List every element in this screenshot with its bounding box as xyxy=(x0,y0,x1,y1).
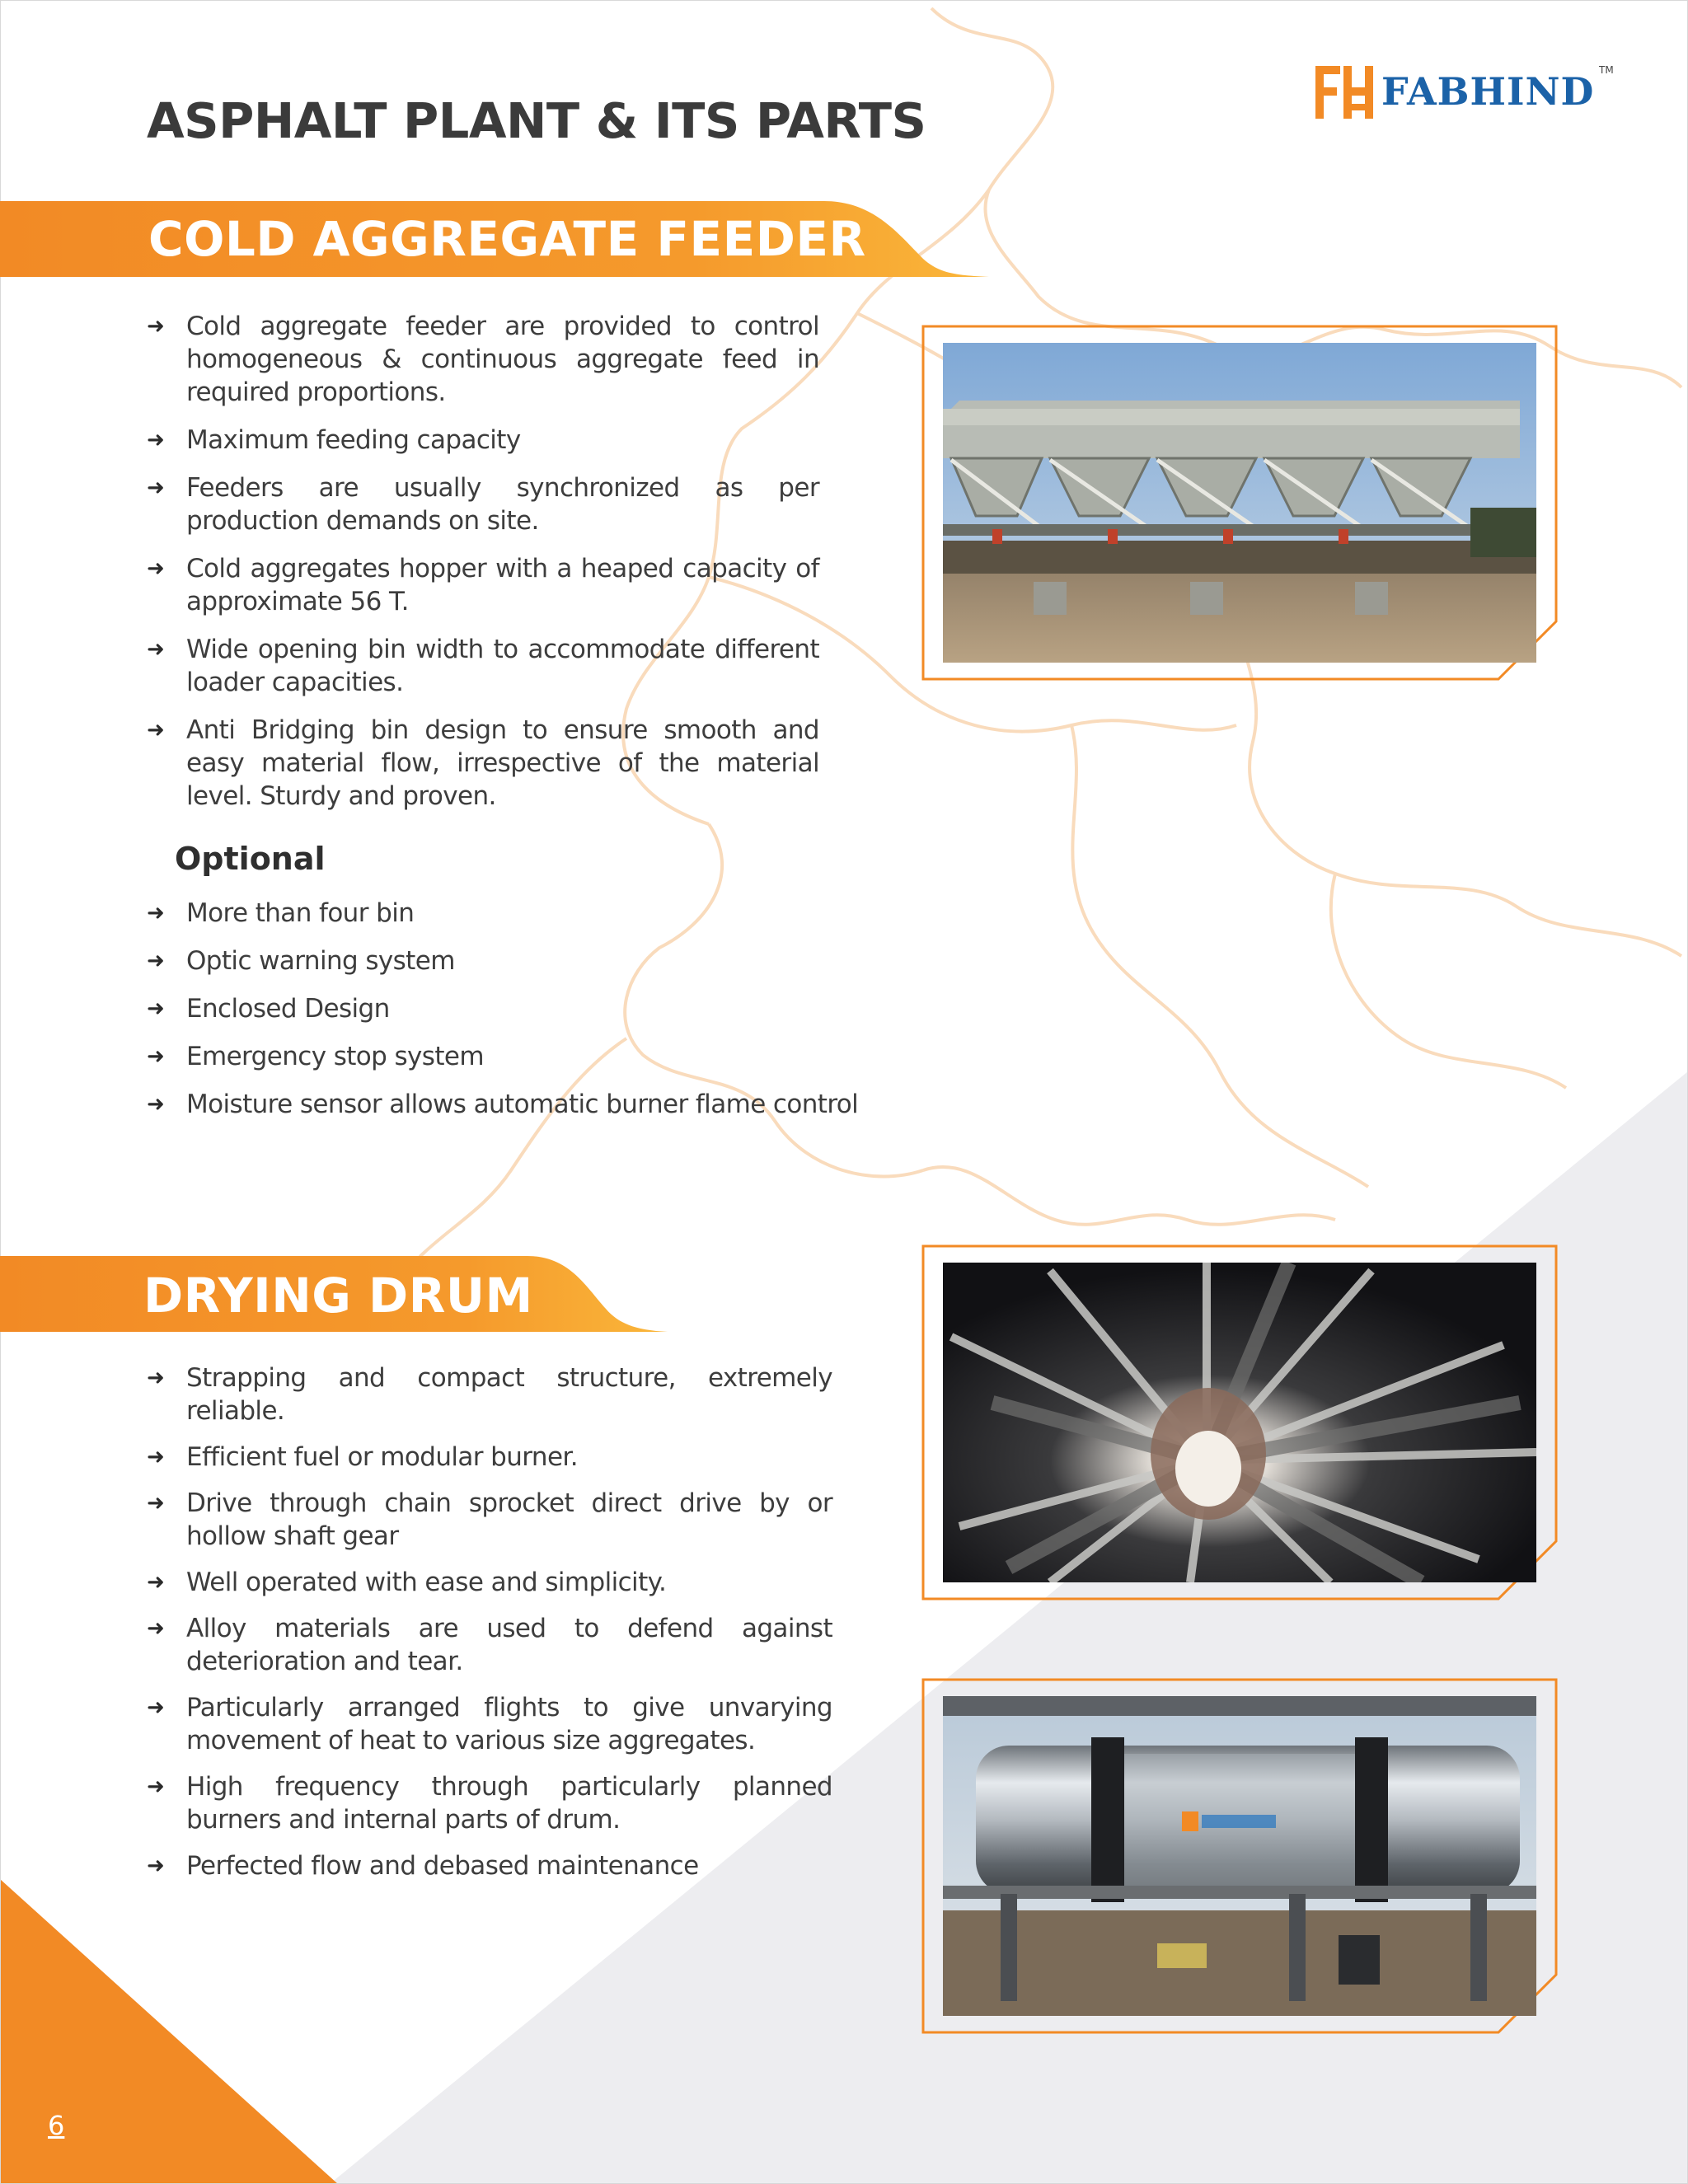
right-arrow-icon: ➜ xyxy=(147,901,165,926)
page-title: ASPHALT PLANT & ITS PARTS xyxy=(147,92,926,149)
list-item: ➜ More than four bin xyxy=(147,898,415,928)
drum-exterior-image xyxy=(943,1696,1536,2016)
cold-aggregate-feeder-heading: COLD AGGREGATE FEEDER xyxy=(148,211,866,267)
list-item: ➜ Anti Bridging bin design to ensure smooth and easy material flow, irrespective of the material level. Sturdy and proven. xyxy=(147,715,819,811)
cold-feeder-bullet-list xyxy=(147,310,819,827)
list-item: ➜ Alloy materials are used to defend against deterioration and tear. xyxy=(147,1614,832,1676)
list-item: ➜ Drive through chain sprocket direct drive by or hollow shaft gear xyxy=(147,1488,832,1551)
drying-drum-banner xyxy=(0,1256,676,1332)
fabhind-logo-text: FABHIND xyxy=(1381,69,1595,114)
drum-interior-photo xyxy=(943,1263,1536,1582)
drum-interior-photo-frame xyxy=(921,1244,1558,1601)
right-arrow-icon: ➜ xyxy=(147,1616,165,1641)
right-arrow-icon: ➜ xyxy=(147,428,165,452)
drum-exterior-photo-frame xyxy=(921,1678,1558,2034)
right-arrow-icon: ➜ xyxy=(147,1445,165,1469)
fabhind-logo-mark-icon xyxy=(1315,66,1375,119)
list-item: ➜ Well operated with ease and simplicity. xyxy=(147,1568,667,1597)
fabhind-logo xyxy=(1315,64,1615,122)
list-item: ➜ Feeders are usually synchronized as per production demands on site. xyxy=(147,473,819,536)
right-arrow-icon: ➜ xyxy=(147,1366,165,1390)
right-arrow-icon: ➜ xyxy=(147,1774,165,1799)
drying-drum-heading: DRYING DRUM xyxy=(143,1268,533,1324)
drum-exterior-photo xyxy=(943,1696,1536,2016)
list-item: ➜ Maximum feeding capacity xyxy=(147,425,521,455)
list-item: ➜ Strapping and compact structure, extremely reliable. xyxy=(147,1363,832,1426)
cold-feeder-photo-frame xyxy=(921,325,1558,681)
right-arrow-icon: ➜ xyxy=(147,1491,165,1516)
list-item: ➜ Moisture sensor allows automatic burner flame control xyxy=(147,1090,859,1119)
right-arrow-icon: ➜ xyxy=(147,718,165,743)
right-arrow-icon: ➜ xyxy=(147,996,165,1021)
right-arrow-icon: ➜ xyxy=(147,314,165,339)
right-arrow-icon: ➜ xyxy=(147,1570,165,1595)
page-number: 6 xyxy=(48,2110,65,2141)
list-item: ➜ Enclosed Design xyxy=(147,994,390,1024)
right-arrow-icon: ➜ xyxy=(147,949,165,973)
right-arrow-icon: ➜ xyxy=(147,637,165,662)
optional-heading: Optional xyxy=(175,841,326,877)
drying-drum-bullet-list xyxy=(147,1361,832,1896)
list-item: ➜ Emergency stop system xyxy=(147,1042,484,1071)
right-arrow-icon: ➜ xyxy=(147,1044,165,1069)
list-item: ➜ Optic warning system xyxy=(147,946,455,976)
list-item: ➜ Cold aggregates hopper with a heaped capacity of approximate 56 T. xyxy=(147,554,819,616)
list-item: ➜ Efficient fuel or modular burner. xyxy=(147,1442,578,1472)
cold-feeder-photo xyxy=(943,343,1536,663)
list-item: ➜ Perfected flow and debased maintenance xyxy=(147,1851,699,1881)
optional-bullet-list xyxy=(147,897,889,1136)
cold-aggregate-feeder-banner xyxy=(0,201,989,277)
right-arrow-icon: ➜ xyxy=(147,556,165,581)
list-item: ➜ Wide opening bin width to accommodate different loader capacities. xyxy=(147,635,819,697)
trademark-symbol: TM xyxy=(1599,64,1614,76)
list-item: ➜ High frequency through particularly planned burners and internal parts of drum. xyxy=(147,1772,832,1835)
cold-feeder-machine-image xyxy=(943,343,1536,663)
right-arrow-icon: ➜ xyxy=(147,1695,165,1720)
list-item: ➜ Cold aggregate feeder are provided to control homogeneous & continuous aggregate feed in required proportions. xyxy=(147,312,819,407)
right-arrow-icon: ➜ xyxy=(147,1092,165,1117)
right-arrow-icon: ➜ xyxy=(147,1854,165,1878)
drum-interior-image xyxy=(943,1263,1536,1582)
right-arrow-icon: ➜ xyxy=(147,476,165,500)
list-item: ➜ Particularly arranged flights to give unvarying movement of heat to various size aggregates. xyxy=(147,1693,832,1755)
